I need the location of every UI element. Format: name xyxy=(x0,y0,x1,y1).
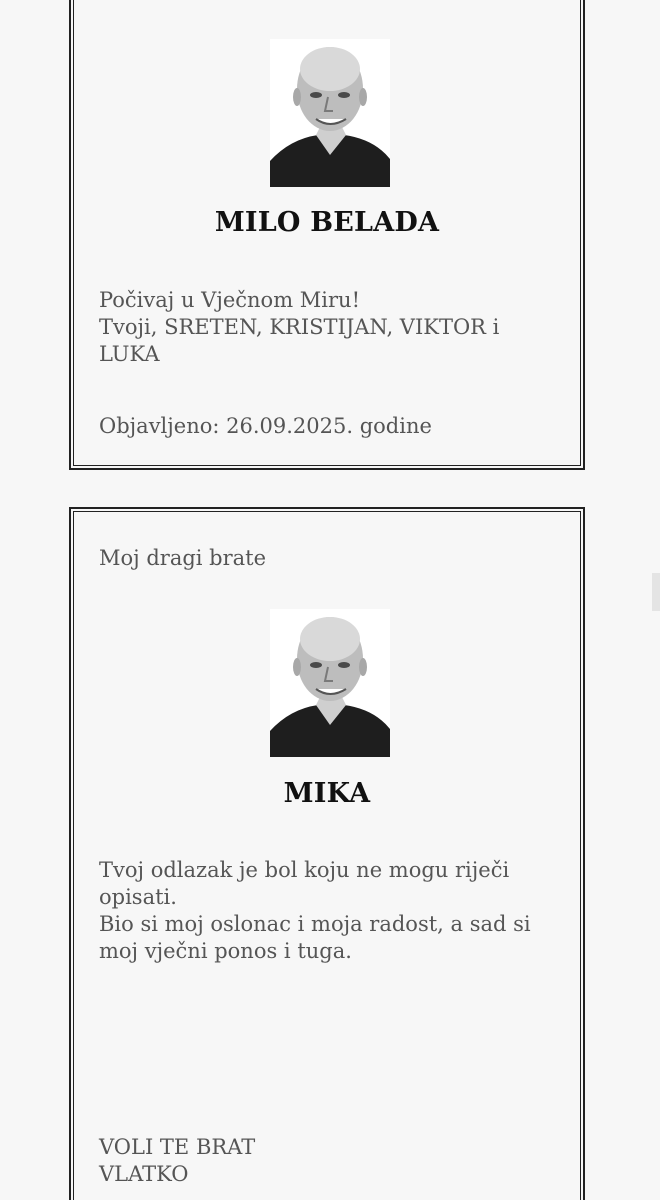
signature xyxy=(99,1134,560,1188)
message-line: Tvoji, SRETEN, KRISTIJAN, VIKTOR i LUKA xyxy=(99,315,500,366)
message-line: Bio si moj oslonac i moja radost, a sad si xyxy=(99,912,531,936)
obituary-card-frame xyxy=(73,0,581,466)
message-line: opisati. xyxy=(99,885,177,909)
obituary-card xyxy=(69,0,585,470)
published-date: Objavljeno: 26.09.2025. godine xyxy=(99,414,432,438)
message-line: moj vječni ponos i tuga. xyxy=(99,939,352,963)
deceased-name: MIKA xyxy=(283,778,371,809)
message-text xyxy=(99,857,560,965)
deceased-name: MILO BELADA xyxy=(214,207,440,238)
obituary-card-frame xyxy=(73,511,581,1200)
scrollbar-thumb[interactable] xyxy=(652,573,660,611)
portrait-photo xyxy=(270,609,390,757)
message-line: Počivaj u Vječnom Miru! xyxy=(99,288,361,312)
message-text xyxy=(99,287,560,368)
obituary-card xyxy=(69,507,585,1200)
signature-line: VOLI TE BRAT xyxy=(99,1135,256,1159)
signature-line: VLATKO xyxy=(99,1162,189,1186)
message-line: Tvoj odlazak je bol koju ne mogu riječi xyxy=(99,858,510,882)
portrait-photo xyxy=(270,39,390,187)
intro-text: Moj dragi brate xyxy=(99,546,267,570)
